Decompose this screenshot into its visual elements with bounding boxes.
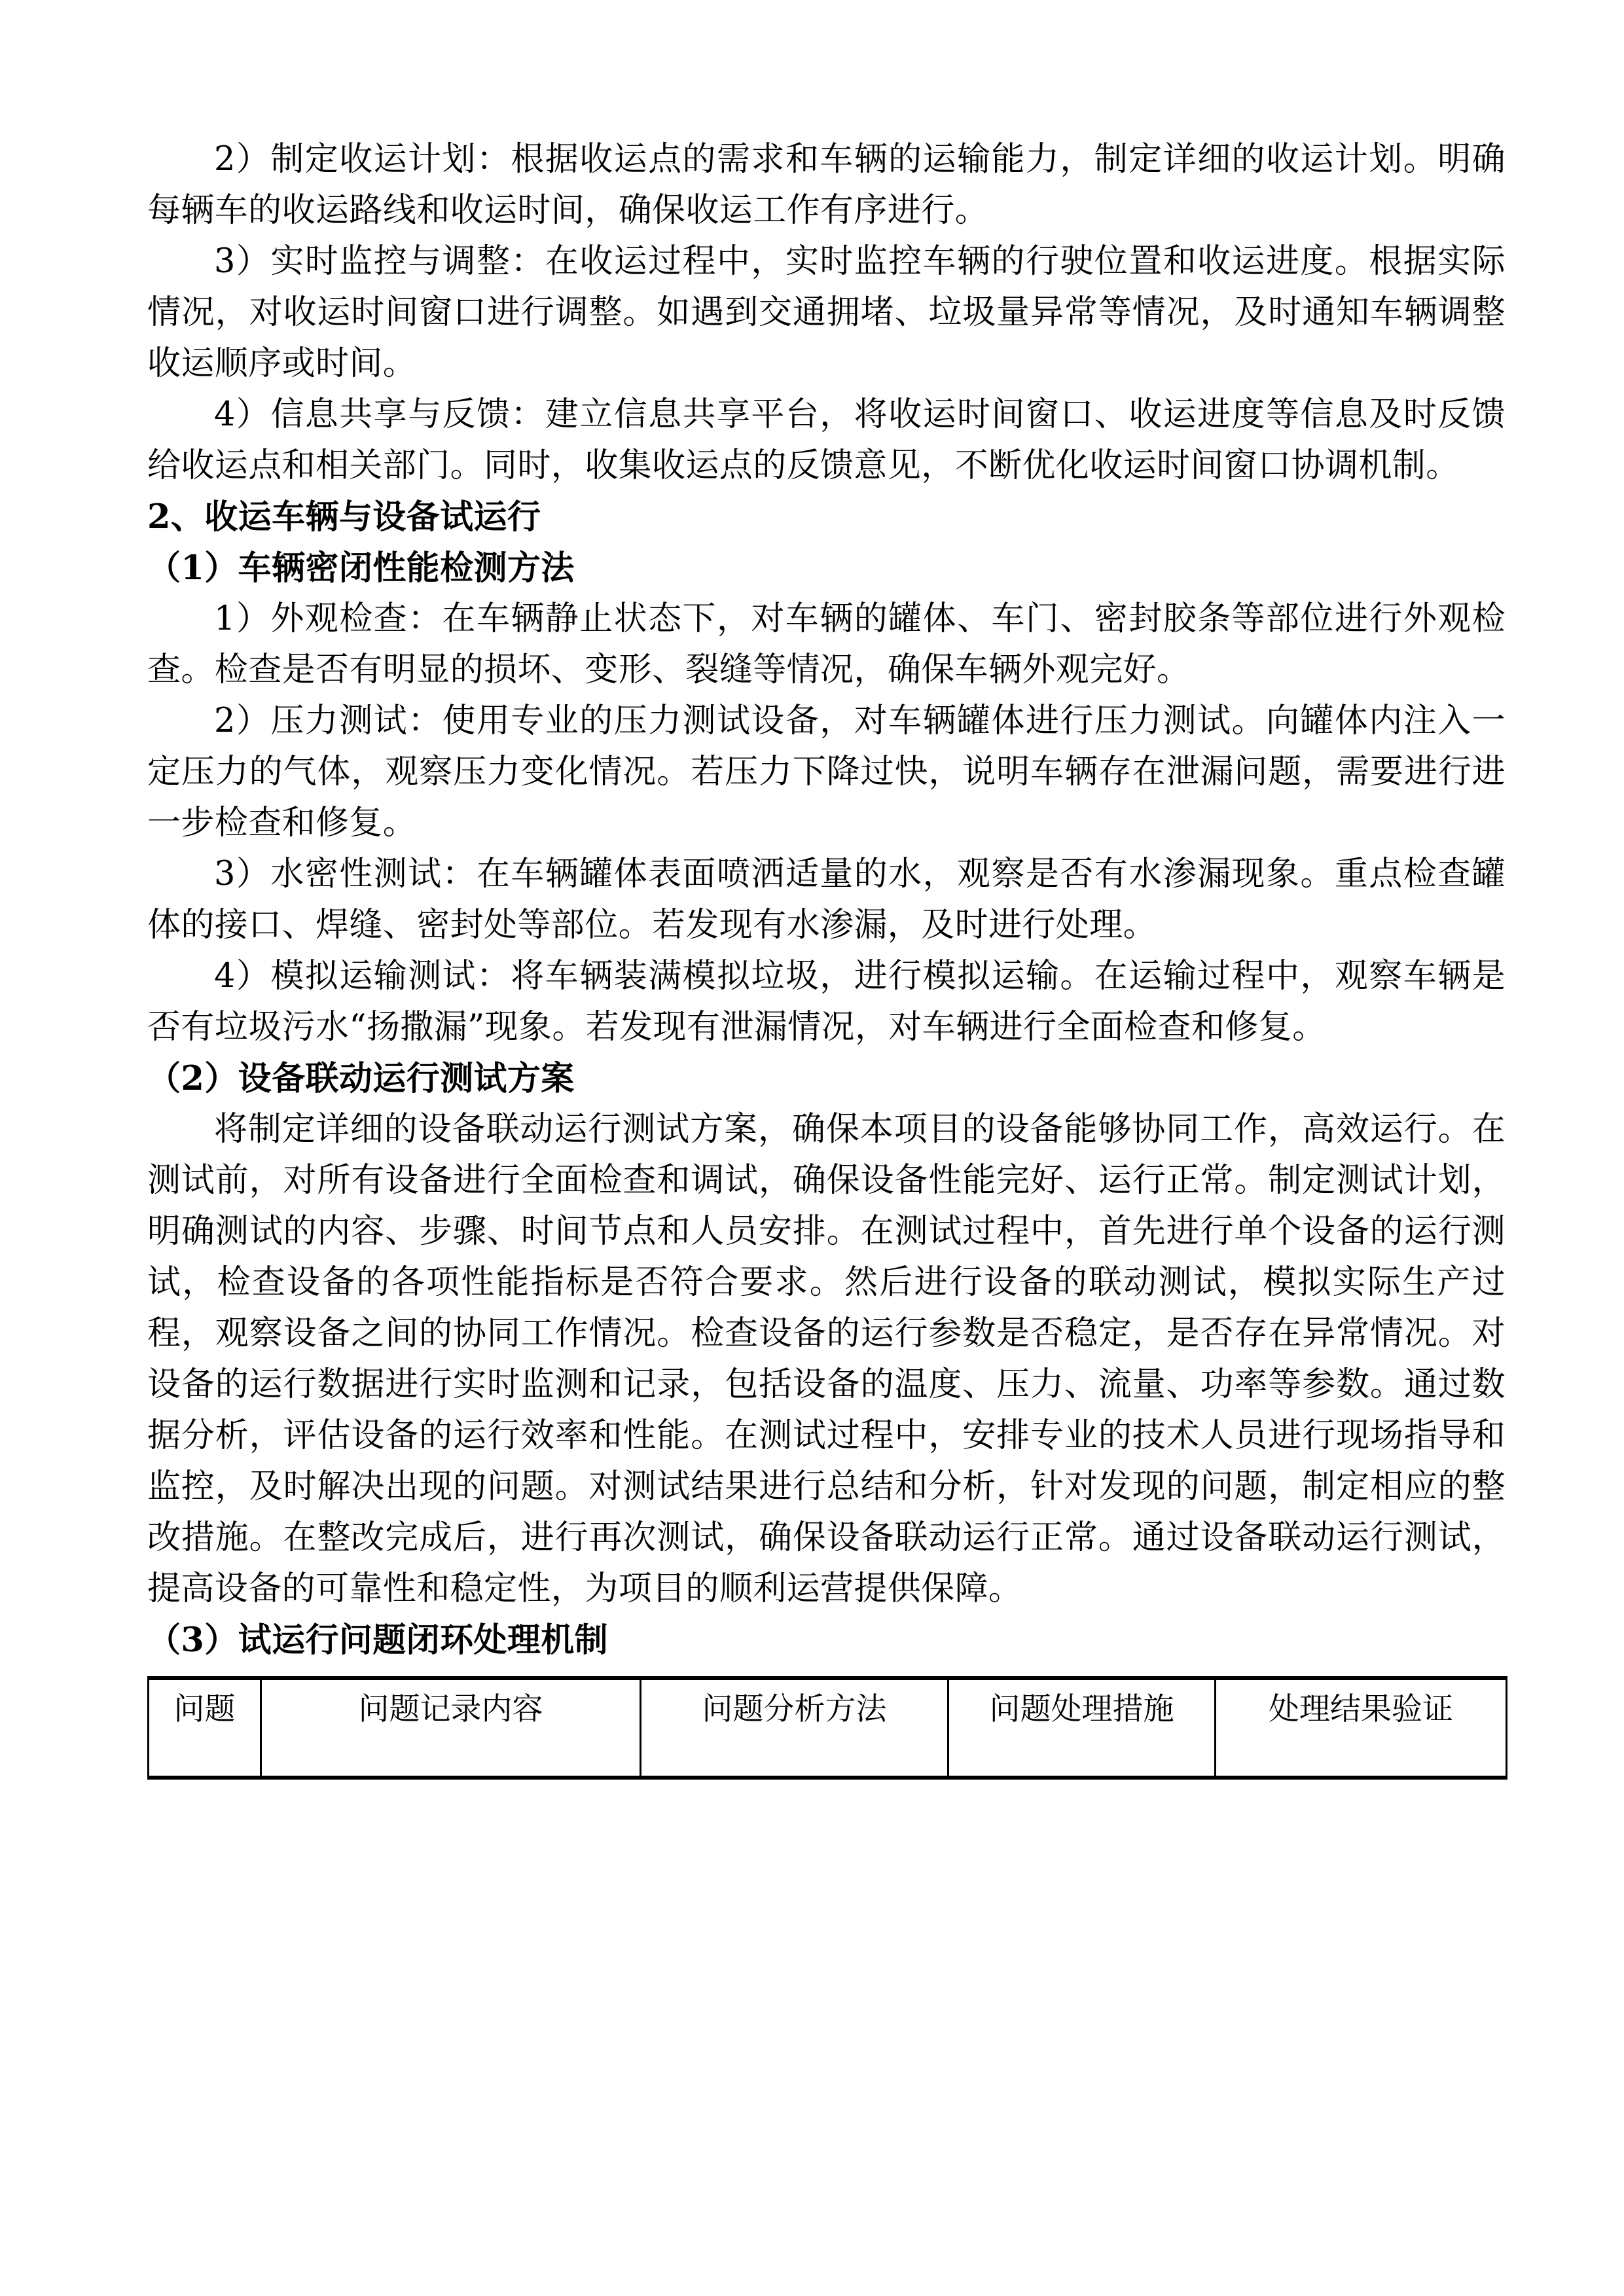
table-header-issue-record: 问题记录内容 xyxy=(261,1678,641,1778)
table-header-issue: 问题 xyxy=(149,1678,261,1778)
table-header-result-verification: 处理结果验证 xyxy=(1216,1678,1507,1778)
paragraph-linkage-test-plan: 将制定详细的设备联动运行测试方案，确保本项目的设备能够协同工作，高效运行。在测试前，对所有设备进行全面检查和调试，确保设备性能完好、运行正常。制定测试计划，明确测试的内容、步骤、时间节点和人员安排。在测试过程中，首先进行单个设备的运行测试，检查设备的各项性能指标是否符合要求。然后进行设备的联动测试，模拟实际生产过程，观察设备之间的协同工作情况。检查设备的运行参数是否稳定，是否存在异常情况。对设备的运行数据进行实时监测和记录，包括设备的温度、压力、流量、功率等参数。通过数据分析，评估设备的运行效率和性能。在测试过程中，安排专业的技术人员进行现场指导和监控，及时解决出现的问题。对测试结果进行总结和分析，针对发现的问题，制定相应的整改措施。在整改完成后，进行再次测试，确保设备联动运行正常。通过设备联动运行测试，提高设备的可靠性和稳定性，为项目的顺利运营提供保障。 xyxy=(147,1110,1506,1608)
paragraph-collection-plan: 2）制定收运计划：根据收运点的需求和车辆的运输能力，制定详细的收运计划。明确每辆车的收运路线和收运时间，确保收运工作有序进行。 xyxy=(147,140,1506,230)
table-header-handling-measure: 问题处理措施 xyxy=(948,1678,1216,1778)
heading-equipment-linkage-test: （2）设备联动运行测试方案 xyxy=(147,1059,575,1098)
paragraph-simulated-transport: 4）模拟运输测试：将车辆装满模拟垃圾，进行模拟运输。在运输过程中，观察车辆是否有垃圾污水“扬撒漏”现象。若发现有泄漏情况，对车辆进行全面检查和修复。 xyxy=(147,957,1506,1047)
paragraph-pressure-test: 2）压力测试：使用专业的压力测试设备，对车辆罐体进行压力测试。向罐体内注入一定压力的气体，观察压力变化情况。若压力下降过快，说明车辆存在泄漏问题，需要进行进一步检查和修复。 xyxy=(147,702,1506,842)
heading-section-2: 2、收运车辆与设备试运行 xyxy=(147,497,541,537)
table-header-analysis-method: 问题分析方法 xyxy=(641,1678,948,1778)
heading-vehicle-sealing-test: （1）车辆密闭性能检测方法 xyxy=(147,548,575,588)
issue-closed-loop-table xyxy=(147,1676,1507,1780)
paragraph-visual-inspection: 1）外观检查：在车辆静止状态下，对车辆的罐体、车门、密封胶条等部位进行外观检查。检查是否有明显的损坏、变形、裂缝等情况，确保车辆外观完好。 xyxy=(147,600,1506,689)
heading-trial-issue-closed-loop: （3）试运行问题闭环处理机制 xyxy=(147,1621,609,1660)
table-header-row xyxy=(149,1678,1507,1778)
paragraph-info-sharing: 4）信息共享与反馈：建立信息共享平台，将收运时间窗口、收运进度等信息及时反馈给收运点和相关部门。同时，收集收运点的反馈意见，不断优化收运时间窗口协调机制。 xyxy=(147,395,1506,485)
document-body xyxy=(147,134,1506,1780)
paragraph-realtime-monitor: 3）实时监控与调整：在收运过程中，实时监控车辆的行驶位置和收运进度。根据实际情况，对收运时间窗口进行调整。如遇到交通拥堵、垃圾量异常等情况，及时通知车辆调整收运顺序或时间。 xyxy=(147,242,1506,383)
paragraph-watertight-test: 3）水密性测试：在车辆罐体表面喷洒适量的水，观察是否有水渗漏现象。重点检查罐体的接口、焊缝、密封处等部位。若发现有水渗漏，及时进行处理。 xyxy=(147,855,1506,944)
